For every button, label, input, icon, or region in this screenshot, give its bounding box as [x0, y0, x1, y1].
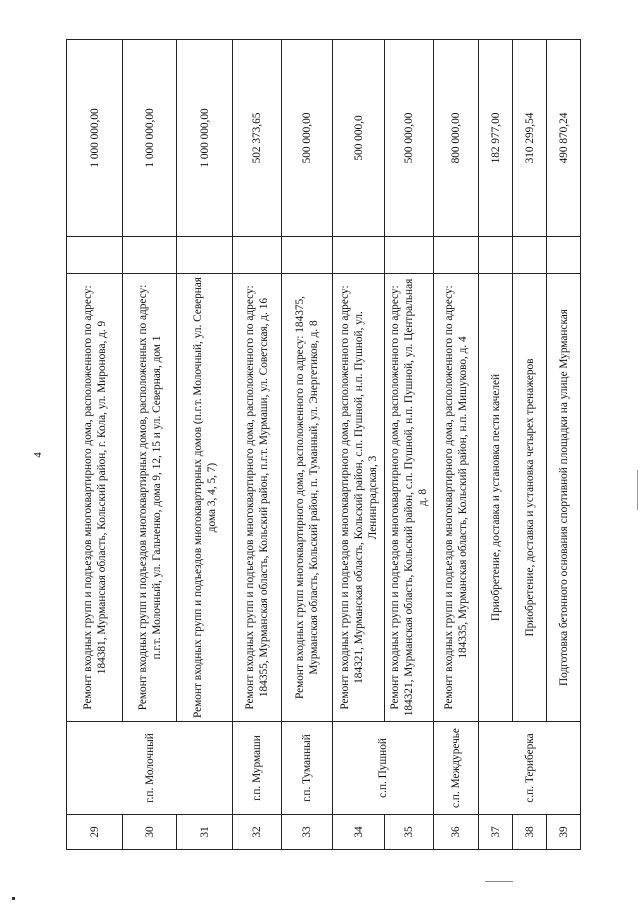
settlement-cell: с.п. Междуречье [434, 722, 479, 815]
rotated-table-container [66, 40, 570, 850]
work-description: Ремонт входных групп и подъездов многоквартирных домов, расположенных по адресу: п.г.т. Молочный, ул. Гальченко, дома 9, 12, 15 и ул. Северная, дом 1 [123, 274, 177, 722]
work-description: Приобретение, доставка и установка четырех тренажеров [513, 274, 547, 722]
row-number: 36 [434, 815, 479, 850]
amount-cell: 1 000 000,00 [123, 40, 177, 237]
row-number: 32 [233, 815, 282, 850]
settlement-cell: с.п. Пушной [333, 722, 434, 815]
empty-cell [177, 237, 233, 274]
work-description: Подготовка бетонного основания спортивной площадки на улице Мурманская [547, 274, 581, 722]
scan-mark [485, 881, 513, 882]
work-description: Ремонт входных групп и подъездов многоквартирного дома, расположенного по адресу: 184321, Мурманская область, Кольский район, с.п. Пушной, н.п. Пушной, ул. Ленинградская, 3 [333, 274, 385, 722]
row-number: 31 [177, 815, 233, 850]
row-number: 37 [479, 815, 513, 850]
work-description: Ремонт входных групп и подъездов многоквартирного дома, расположенного по адресу: 184321, Мурманская область, Кольский район, с.п. Пушной, н.п. Пушной, ул. Центральная д. 8 [385, 274, 434, 722]
amount-cell: 500 000,00 [385, 40, 434, 237]
settlement-cell: с.п. Териберка [479, 722, 581, 815]
empty-cell [385, 237, 434, 274]
empty-cell [479, 237, 513, 274]
empty-cell [434, 237, 479, 274]
row-number: 34 [333, 815, 385, 850]
row-number: 30 [123, 815, 177, 850]
scan-mark [12, 897, 15, 900]
empty-cell [513, 237, 547, 274]
row-number: 29 [67, 815, 123, 850]
empty-cell [123, 237, 177, 274]
amount-cell: 182 977,00 [479, 40, 513, 237]
scan-mark [637, 470, 638, 510]
amount-cell: 490 870,24 [547, 40, 581, 237]
table-row [67, 40, 123, 850]
row-number: 38 [513, 815, 547, 850]
amount-cell: 502 373,65 [233, 40, 282, 237]
table-row [479, 40, 513, 850]
amount-cell: 500 000,0 [333, 40, 385, 237]
settlement-cell: г.п. Туманный [282, 722, 333, 815]
work-description: Приобретение, доставка и установка пести качелей [479, 274, 513, 722]
table-row [333, 40, 385, 850]
work-description: Ремонт входных групп и подъездов многоквартирного дома, расположенного по адресу: 184335, Мурманская область, Кольский район, н.п. Мишуково, д. 4 [434, 274, 479, 722]
table-row [282, 40, 333, 850]
table-row [434, 40, 479, 850]
amount-cell: 310 299,54 [513, 40, 547, 237]
work-description: Ремонт входных групп и подъездов многоквартирного дома, расположенного по адресу: 184381, Мурманская область, Кольский район, г. Кола, ул. Миронова, д. 9 [67, 274, 123, 722]
row-number: 33 [282, 815, 333, 850]
work-description: Ремонт входных групп многоквартирного дома, расположенного по адресу: 184375, Мурманская область, Кольский район, п. Туманный, ул. Энергетиков, д. 8 [282, 274, 333, 722]
work-description: Ремонт входных групп и подъездов многоквартирного дома, расположенного по адресу: 184355, Мурманская область, Кольский район, п.г.т. Мурмаши, ул. Советская, д. 16 [233, 274, 282, 722]
table-row [233, 40, 282, 850]
empty-cell [547, 237, 581, 274]
amount-cell: 1 000 000,00 [177, 40, 233, 237]
row-number: 39 [547, 815, 581, 850]
page-number: 4 [31, 452, 44, 458]
settlement-cell: г.п. Мурмаши [233, 722, 282, 815]
works-table [66, 39, 581, 850]
work-description: Ремонт входных групп и подъездов многоквартирных домов (п.г.т. Молочный, ул. Северная дома 3, 4, 5, 7) [177, 274, 233, 722]
amount-cell: 800 000,00 [434, 40, 479, 237]
row-number: 35 [385, 815, 434, 850]
settlement-cell: г.п. Молочный [67, 722, 233, 815]
empty-cell [333, 237, 385, 274]
empty-cell [67, 237, 123, 274]
amount-cell: 1 000 000,00 [67, 40, 123, 237]
empty-cell [233, 237, 282, 274]
amount-cell: 500 000,00 [282, 40, 333, 237]
empty-cell [282, 237, 333, 274]
